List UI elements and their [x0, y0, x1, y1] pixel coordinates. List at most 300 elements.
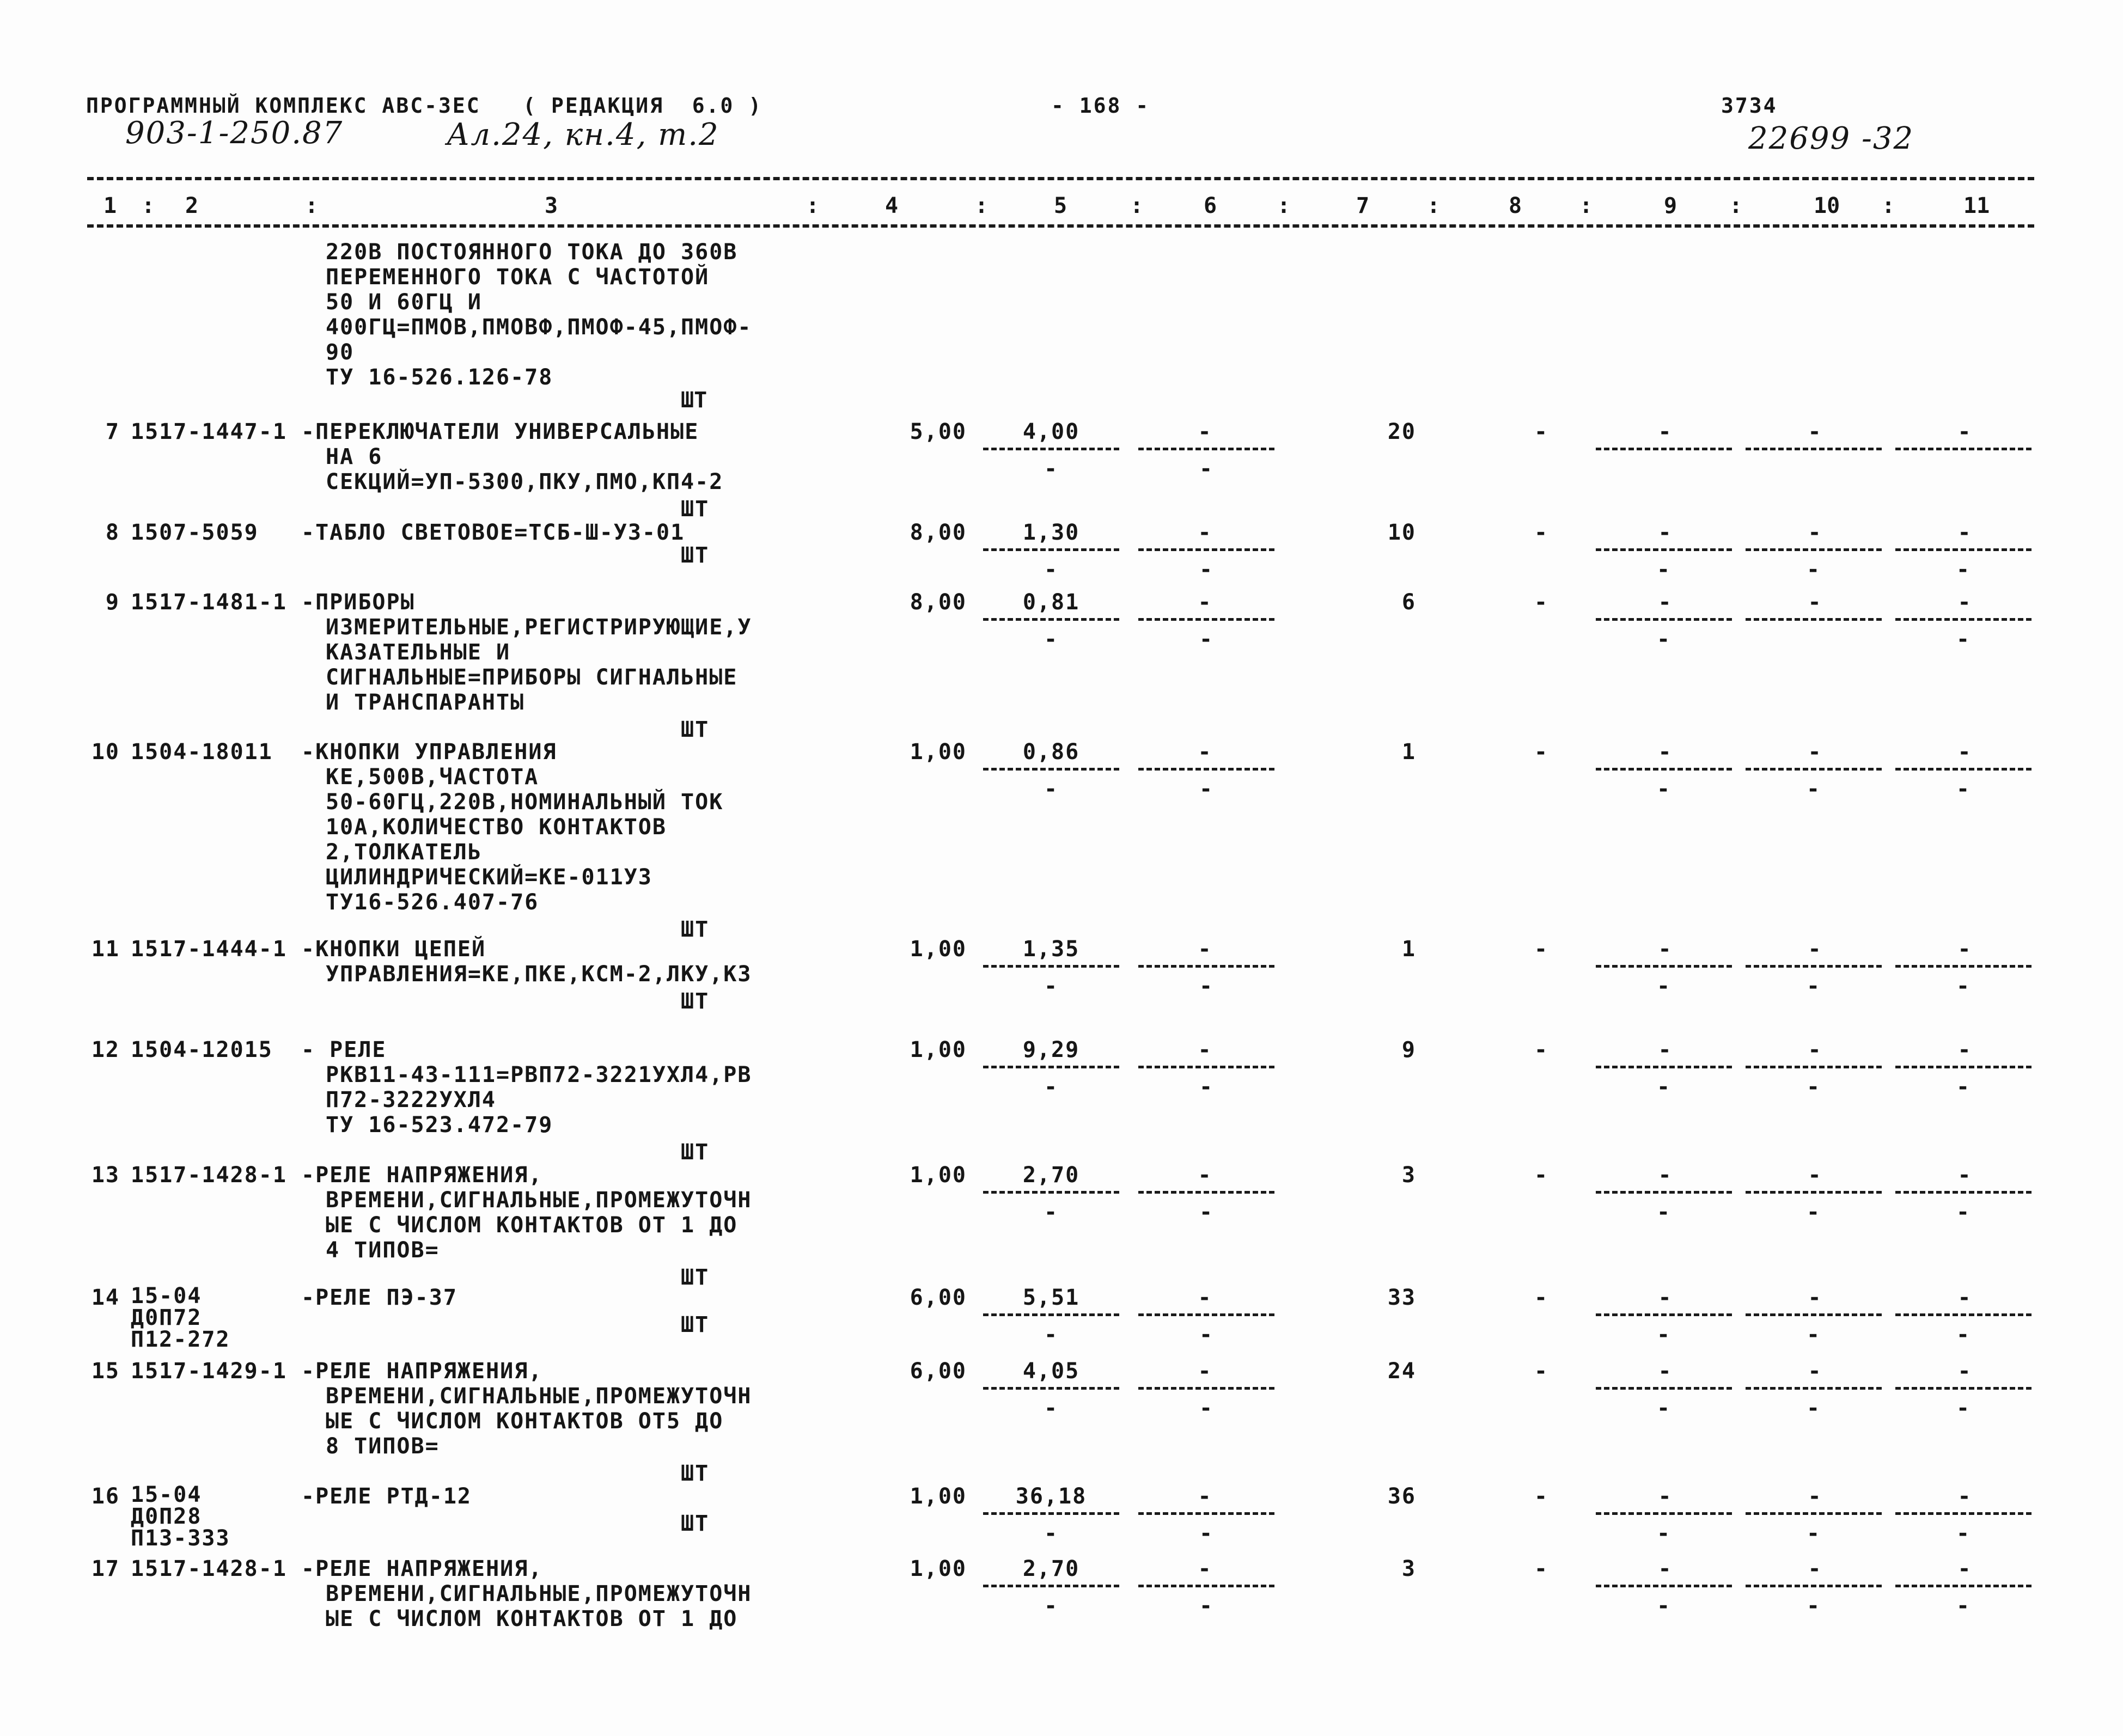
dashed-separator	[1596, 1387, 1732, 1390]
sub-value: -	[1044, 1200, 1059, 1225]
dashed-separator	[983, 965, 1119, 968]
col5-value: 2,70	[1022, 1163, 1080, 1188]
resource-code	[131, 1484, 230, 1549]
description-line: СЕКЦИЙ=УП-5300,ПКУ,ПМО,КП4-2	[326, 469, 724, 494]
sub-value: -	[1199, 1593, 1214, 1618]
col10-value: -	[1808, 1556, 1822, 1581]
description-line: 2,ТОЛКАТЕЛЬ	[326, 840, 482, 865]
col9-value: -	[1658, 1359, 1673, 1384]
description-line: -РЕЛЕ РТД-12	[301, 1484, 472, 1509]
col8-value: -	[1534, 520, 1549, 545]
dashed-separator	[1746, 965, 1882, 968]
resource-code	[131, 1556, 287, 1581]
dashed-separator	[1596, 618, 1732, 621]
col11-value: -	[1957, 1285, 1972, 1310]
description-line: 50-60ГЦ,220В,НОМИНАЛЬНЫЙ ТОК	[326, 790, 724, 815]
col10-value: -	[1808, 739, 1822, 765]
column-separator: :	[975, 193, 989, 218]
item-description	[301, 590, 752, 715]
dashed-separator	[1895, 768, 2032, 771]
row-number: 14	[91, 1285, 120, 1310]
col8-value: -	[1534, 1037, 1549, 1062]
col9-value: -	[1658, 1285, 1673, 1310]
dashed-separator	[1596, 448, 1732, 450]
code-line: 1517-1444-1	[131, 937, 287, 962]
dashed-separator	[983, 1585, 1119, 1587]
col6-value: -	[1198, 739, 1212, 765]
description-line: 10А,КОЛИЧЕСТВО КОНТАКТОВ	[326, 815, 667, 840]
dashed-separator	[983, 768, 1119, 771]
col7-value: 6	[1401, 590, 1416, 615]
sub-value: -	[1044, 1074, 1059, 1099]
column-header-11: 11	[1963, 193, 1990, 218]
intro-line: ТУ 16-526.126-78	[326, 365, 553, 390]
col7-value: 36	[1387, 1484, 1416, 1509]
col11-value: -	[1957, 739, 1972, 765]
code-line: 1517-1429-1	[131, 1359, 287, 1384]
col4-value: 1,00	[910, 1037, 967, 1062]
col11-value: -	[1957, 1484, 1972, 1509]
unit-label: ШТ	[681, 717, 710, 742]
col9-value: -	[1658, 739, 1673, 765]
sub-value: -	[1199, 974, 1214, 999]
column-separator: :	[1427, 193, 1441, 218]
resource-code	[131, 1285, 230, 1350]
code-line: Д0П72	[131, 1305, 202, 1330]
sub-value: -	[1656, 777, 1671, 802]
sub-value: -	[1044, 456, 1059, 481]
description-line: ЫЕ С ЧИСЛОМ КОНТАКТОВ ОТ 1 ДО	[326, 1213, 738, 1238]
col4-value: 5,00	[910, 419, 967, 444]
dashed-separator	[1746, 548, 1882, 551]
col5-value: 36,18	[1015, 1484, 1087, 1509]
dashed-separator	[1895, 618, 2032, 621]
sub-value: -	[1806, 1521, 1821, 1546]
row-number: 7	[105, 419, 120, 444]
dashed-separator	[1596, 1191, 1732, 1194]
row-number: 15	[91, 1359, 120, 1384]
col10-value: -	[1808, 590, 1822, 615]
row-number: 16	[91, 1484, 120, 1509]
col7-value: 10	[1387, 520, 1416, 545]
col7-value: 3	[1401, 1163, 1416, 1188]
col7-value: 9	[1401, 1037, 1416, 1062]
dashed-separator	[1746, 618, 1882, 621]
col8-value: -	[1534, 419, 1549, 444]
resource-code	[131, 590, 287, 615]
code-line: 1504-18011	[131, 739, 273, 765]
code-line: П13-333	[131, 1526, 230, 1551]
sub-value: -	[1199, 557, 1214, 582]
row-number: 8	[105, 520, 120, 545]
sub-value: -	[1656, 1396, 1671, 1421]
col4-value: 1,00	[910, 1484, 967, 1509]
col9-value: -	[1658, 520, 1673, 545]
description-line: -ПЕРЕКЛЮЧАТЕЛИ УНИВЕРСАЛЬНЫЕ	[301, 419, 699, 444]
description-line: -РЕЛЕ ПЭ-37	[301, 1285, 457, 1310]
sub-value: -	[1956, 1200, 1971, 1225]
intro-line: ПЕРЕМЕННОГО ТОКА С ЧАСТОТОЙ	[326, 265, 710, 290]
description-line: -РЕЛЕ НАПРЯЖЕНИЯ,	[301, 1359, 543, 1384]
dashed-separator	[983, 1191, 1119, 1194]
col11-value: -	[1957, 1556, 1972, 1581]
col7-value: 33	[1387, 1285, 1416, 1310]
col5-value: 1,35	[1022, 937, 1080, 962]
item-description	[301, 739, 724, 915]
description-line: СИГНАЛЬНЫЕ=ПРИБОРЫ СИГНАЛЬНЫЕ	[326, 665, 738, 690]
dashed-separator	[1746, 1585, 1882, 1587]
col6-value: -	[1198, 590, 1212, 615]
col5-value: 0,86	[1022, 739, 1080, 765]
column-header-10: 10	[1814, 193, 1840, 218]
column-separator: :	[1277, 193, 1291, 218]
col9-value: -	[1658, 590, 1673, 615]
col8-value: -	[1534, 1163, 1549, 1188]
dashed-separator	[983, 448, 1119, 450]
column-separator: :	[305, 193, 319, 218]
item-description	[301, 1037, 752, 1138]
unit-label: ШТ	[681, 1265, 710, 1290]
col9-value: -	[1658, 1556, 1673, 1581]
col6-value: -	[1198, 937, 1212, 962]
col4-value: 1,00	[910, 1556, 967, 1581]
col7-value: 20	[1387, 419, 1416, 444]
handwritten-code: 903-1-250.87	[125, 115, 344, 151]
col11-value: -	[1957, 419, 1972, 444]
sub-value: -	[1956, 627, 1971, 652]
dashed-separator	[1895, 448, 2032, 450]
column-header-9: 9	[1664, 193, 1677, 218]
col10-value: -	[1808, 1163, 1822, 1188]
sub-value: -	[1956, 777, 1971, 802]
sub-value: -	[1656, 627, 1671, 652]
dashed-separator	[1895, 1387, 2032, 1390]
column-header-5: 5	[1054, 193, 1067, 218]
description-line: 4 ТИПОВ=	[326, 1238, 440, 1263]
sub-value: -	[1806, 1074, 1821, 1099]
column-separator: :	[1130, 193, 1144, 218]
dashed-separator	[1138, 1313, 1274, 1316]
item-description	[301, 1359, 752, 1459]
col10-value: -	[1808, 937, 1822, 962]
col8-value: -	[1534, 937, 1549, 962]
dashed-separator	[1138, 448, 1274, 450]
resource-code	[131, 739, 273, 765]
unit-label: ШТ	[681, 1461, 710, 1486]
dashed-separator	[1895, 1585, 2032, 1587]
col4-value: 1,00	[910, 1163, 967, 1188]
description-line: И ТРАНСПАРАНТЫ	[326, 690, 525, 715]
column-header-4: 4	[885, 193, 899, 218]
dashed-separator	[1596, 768, 1732, 771]
column-separator: :	[806, 193, 820, 218]
dashed-separator	[983, 1313, 1119, 1316]
unit-label: ШТ	[681, 917, 710, 942]
code-line: 1517-1428-1	[131, 1556, 287, 1581]
col5-value: 1,30	[1022, 520, 1080, 545]
unit-label: ШТ	[681, 1140, 710, 1165]
col10-value: -	[1808, 419, 1822, 444]
dashed-separator	[1596, 1066, 1732, 1068]
doc-number: 3734	[1721, 94, 1778, 118]
code-line: 15-04	[131, 1482, 202, 1507]
description-line: П72-3222УХЛ4	[326, 1087, 496, 1112]
description-line: -КНОПКИ УПРАВЛЕНИЯ	[301, 739, 557, 765]
dashed-separator	[983, 1512, 1119, 1515]
description-line: -ПРИБОРЫ	[301, 590, 415, 615]
sub-value: -	[1806, 974, 1821, 999]
code-line: 1504-12015	[131, 1037, 273, 1062]
sub-value: -	[1044, 974, 1059, 999]
col5-value: 5,51	[1022, 1285, 1080, 1310]
dashed-separator	[1138, 1512, 1274, 1515]
col4-value: 6,00	[910, 1285, 967, 1310]
dashed-separator	[1895, 548, 2032, 551]
dashed-separator	[1746, 768, 1882, 771]
item-description	[301, 520, 685, 545]
resource-code	[131, 1359, 287, 1384]
col11-value: -	[1957, 1037, 1972, 1062]
column-header-7: 7	[1356, 193, 1370, 218]
dashed-separator	[1596, 1585, 1732, 1587]
intro-line: 90	[326, 340, 355, 365]
col6-value: -	[1198, 1556, 1212, 1581]
col5-value: 4,05	[1022, 1359, 1080, 1384]
page-marker: - 168 -	[1051, 94, 1150, 118]
sub-value: -	[1806, 1322, 1821, 1347]
col4-value: 8,00	[910, 520, 967, 545]
dashed-separator	[1138, 1191, 1274, 1194]
col8-value: -	[1534, 1556, 1549, 1581]
sub-value: -	[1656, 1593, 1671, 1618]
dashed-separator	[1596, 1512, 1732, 1515]
dashed-separator	[1138, 768, 1274, 771]
dashed-separator	[1746, 1191, 1882, 1194]
col5-value: 2,70	[1022, 1556, 1080, 1581]
sub-value: -	[1199, 1521, 1214, 1546]
dashed-separator	[1138, 548, 1274, 551]
unit-label: ШТ	[681, 989, 710, 1014]
sub-value: -	[1806, 1396, 1821, 1421]
col11-value: -	[1957, 590, 1972, 615]
sub-value: -	[1044, 1396, 1059, 1421]
description-line: УПРАВЛЕНИЯ=КЕ,ПКЕ,КСМ-2,ЛКУ,КЗ	[326, 962, 752, 987]
sub-value: -	[1806, 557, 1821, 582]
col8-value: -	[1534, 739, 1549, 765]
sub-value: -	[1656, 1074, 1671, 1099]
col6-value: -	[1198, 1163, 1212, 1188]
dashed-separator	[1746, 448, 1882, 450]
intro-line: 50 И 60ГЦ И	[326, 290, 482, 315]
description-line: ЫЕ С ЧИСЛОМ КОНТАКТОВ ОТ 1 ДО	[326, 1606, 738, 1631]
item-description	[301, 1163, 752, 1263]
row-number: 10	[91, 739, 120, 765]
sub-value: -	[1199, 777, 1214, 802]
col4-value: 8,00	[910, 590, 967, 615]
resource-code	[131, 419, 287, 444]
description-line: КАЗАТЕЛЬНЫЕ И	[326, 640, 511, 665]
col11-value: -	[1957, 1359, 1972, 1384]
row-number: 11	[91, 937, 120, 962]
column-header-3: 3	[545, 193, 558, 218]
col5-value: 9,29	[1022, 1037, 1080, 1062]
col5-value: 0,81	[1022, 590, 1080, 615]
sub-value: -	[1044, 1322, 1059, 1347]
sub-value: -	[1956, 1074, 1971, 1099]
sub-value: -	[1656, 1200, 1671, 1225]
dashed-separator	[983, 618, 1119, 621]
col5-value: 4,00	[1022, 419, 1080, 444]
intro-unit: ШТ	[681, 388, 707, 413]
sub-value: -	[1806, 1200, 1821, 1225]
sub-value: -	[1199, 1200, 1214, 1225]
col9-value: -	[1658, 1037, 1673, 1062]
code-line: 1517-1481-1	[131, 590, 287, 615]
resource-code	[131, 520, 259, 545]
column-header-1: 1	[103, 193, 117, 218]
col10-value: -	[1808, 1359, 1822, 1384]
col7-value: 3	[1401, 1556, 1416, 1581]
dashed-separator	[1596, 1313, 1732, 1316]
resource-code	[131, 1037, 273, 1062]
unit-label: ШТ	[681, 1511, 710, 1536]
col6-value: -	[1198, 1037, 1212, 1062]
description-line: РКВ11-43-111=РВП72-3221УХЛ4,РВ	[326, 1062, 752, 1087]
sub-value: -	[1044, 1593, 1059, 1618]
sub-value: -	[1199, 456, 1214, 481]
program-header: ПРОГРАММНЫЙ КОМПЛЕКС АВС-ЗЕС ( РЕДАКЦИЯ 6.0 )	[86, 94, 763, 118]
item-description	[301, 419, 724, 494]
sub-value: -	[1044, 777, 1059, 802]
description-line: ЦИЛИНДРИЧЕСКИЙ=КЕ-011УЗ	[326, 865, 652, 890]
sub-value: -	[1199, 627, 1214, 652]
sub-value: -	[1044, 627, 1059, 652]
item-description	[301, 1484, 472, 1509]
dashed-separator	[1746, 1313, 1882, 1316]
column-separator: :	[142, 193, 155, 218]
sub-value: -	[1956, 1593, 1971, 1618]
intro-line: 220В ПОСТОЯННОГО ТОКА ДО 360В	[326, 240, 738, 265]
col4-value: 1,00	[910, 739, 967, 765]
dashed-separator	[1138, 1066, 1274, 1068]
dashed-separator	[1746, 1512, 1882, 1515]
dashed-separator	[1138, 965, 1274, 968]
col9-value: -	[1658, 419, 1673, 444]
col8-value: -	[1534, 1285, 1549, 1310]
description-line: -РЕЛЕ НАПРЯЖЕНИЯ,	[301, 1163, 543, 1188]
dashed-separator	[1596, 965, 1732, 968]
col11-value: -	[1957, 937, 1972, 962]
description-line: ВРЕМЕНИ,СИГНАЛЬНЫЕ,ПРОМЕЖУТОЧН	[326, 1384, 752, 1409]
col7-value: 1	[1401, 739, 1416, 765]
handwritten-id: 22699 -32	[1748, 121, 1914, 156]
unit-label: ШТ	[681, 543, 710, 568]
sub-value: -	[1656, 974, 1671, 999]
col8-value: -	[1534, 1484, 1549, 1509]
column-separator: :	[1579, 193, 1593, 218]
dashed-separator	[1746, 1387, 1882, 1390]
code-line: П12-272	[131, 1327, 230, 1352]
row-number: 13	[91, 1163, 120, 1188]
dashed-separator	[1138, 618, 1274, 621]
description-line: ЫЕ С ЧИСЛОМ КОНТАКТОВ ОТ5 ДО	[326, 1409, 724, 1434]
column-header-2: 2	[185, 193, 199, 218]
col6-value: -	[1198, 419, 1212, 444]
unit-label: ШТ	[681, 497, 710, 522]
description-line: НА 6	[326, 444, 383, 469]
sub-value: -	[1956, 974, 1971, 999]
sub-value: -	[1956, 1396, 1971, 1421]
sub-value: -	[1806, 777, 1821, 802]
col7-value: 24	[1387, 1359, 1416, 1384]
row-number: 17	[91, 1556, 120, 1581]
code-line: 1517-1428-1	[131, 1163, 287, 1188]
dashed-separator	[983, 1066, 1119, 1068]
dashed-separator	[1596, 548, 1732, 551]
header-rule-bottom	[87, 224, 2034, 228]
col8-value: -	[1534, 1359, 1549, 1384]
intro-text	[326, 240, 752, 390]
col11-value: -	[1957, 1163, 1972, 1188]
col10-value: -	[1808, 1285, 1822, 1310]
col4-value: 1,00	[910, 937, 967, 962]
sub-value: -	[1806, 1593, 1821, 1618]
item-description	[301, 1556, 752, 1631]
col6-value: -	[1198, 1484, 1212, 1509]
resource-code	[131, 1163, 287, 1188]
col7-value: 1	[1401, 937, 1416, 962]
description-line: КЕ,500В,ЧАСТОТА	[326, 765, 539, 790]
col10-value: -	[1808, 1484, 1822, 1509]
unit-label: ШТ	[681, 1312, 710, 1337]
col4-value: 6,00	[910, 1359, 967, 1384]
column-separator: :	[1882, 193, 1895, 218]
description-line: -РЕЛЕ НАПРЯЖЕНИЯ,	[301, 1556, 543, 1581]
dashed-separator	[1138, 1585, 1274, 1587]
item-description	[301, 937, 752, 987]
description-line: ТУ 16-523.472-79	[326, 1112, 553, 1138]
dashed-separator	[1895, 1066, 2032, 1068]
code-line: Д0П28	[131, 1504, 202, 1529]
resource-code	[131, 937, 287, 962]
sub-value: -	[1199, 1322, 1214, 1347]
col6-value: -	[1198, 1285, 1212, 1310]
description-line: ИЗМЕРИТЕЛЬНЫЕ,РЕГИСТРИРУЮЩИЕ,У	[326, 615, 752, 640]
dashed-separator	[1895, 1313, 2032, 1316]
code-line: 15-04	[131, 1283, 202, 1309]
sub-value: -	[1656, 557, 1671, 582]
description-line: - РЕЛЕ	[301, 1037, 387, 1062]
intro-line: 400ГЦ=ПМОВ,ПМОВФ,ПМОФ-45,ПМОФ-	[326, 315, 752, 340]
col10-value: -	[1808, 1037, 1822, 1062]
description-line: ВРЕМЕНИ,СИГНАЛЬНЫЕ,ПРОМЕЖУТОЧН	[326, 1581, 752, 1606]
column-separator: :	[1729, 193, 1743, 218]
col6-value: -	[1198, 1359, 1212, 1384]
dashed-separator	[1746, 1066, 1882, 1068]
sub-value: -	[1956, 1521, 1971, 1546]
sub-value: -	[1199, 1074, 1214, 1099]
sub-value: -	[1656, 1521, 1671, 1546]
sub-value: -	[1044, 557, 1059, 582]
row-number: 12	[91, 1037, 120, 1062]
col9-value: -	[1658, 1484, 1673, 1509]
sub-value: -	[1656, 1322, 1671, 1347]
dashed-separator	[983, 1387, 1119, 1390]
dashed-separator	[983, 548, 1119, 551]
dashed-separator	[1895, 1191, 2032, 1194]
description-line: ТУ16-526.407-76	[326, 890, 539, 915]
column-header-6: 6	[1204, 193, 1217, 218]
